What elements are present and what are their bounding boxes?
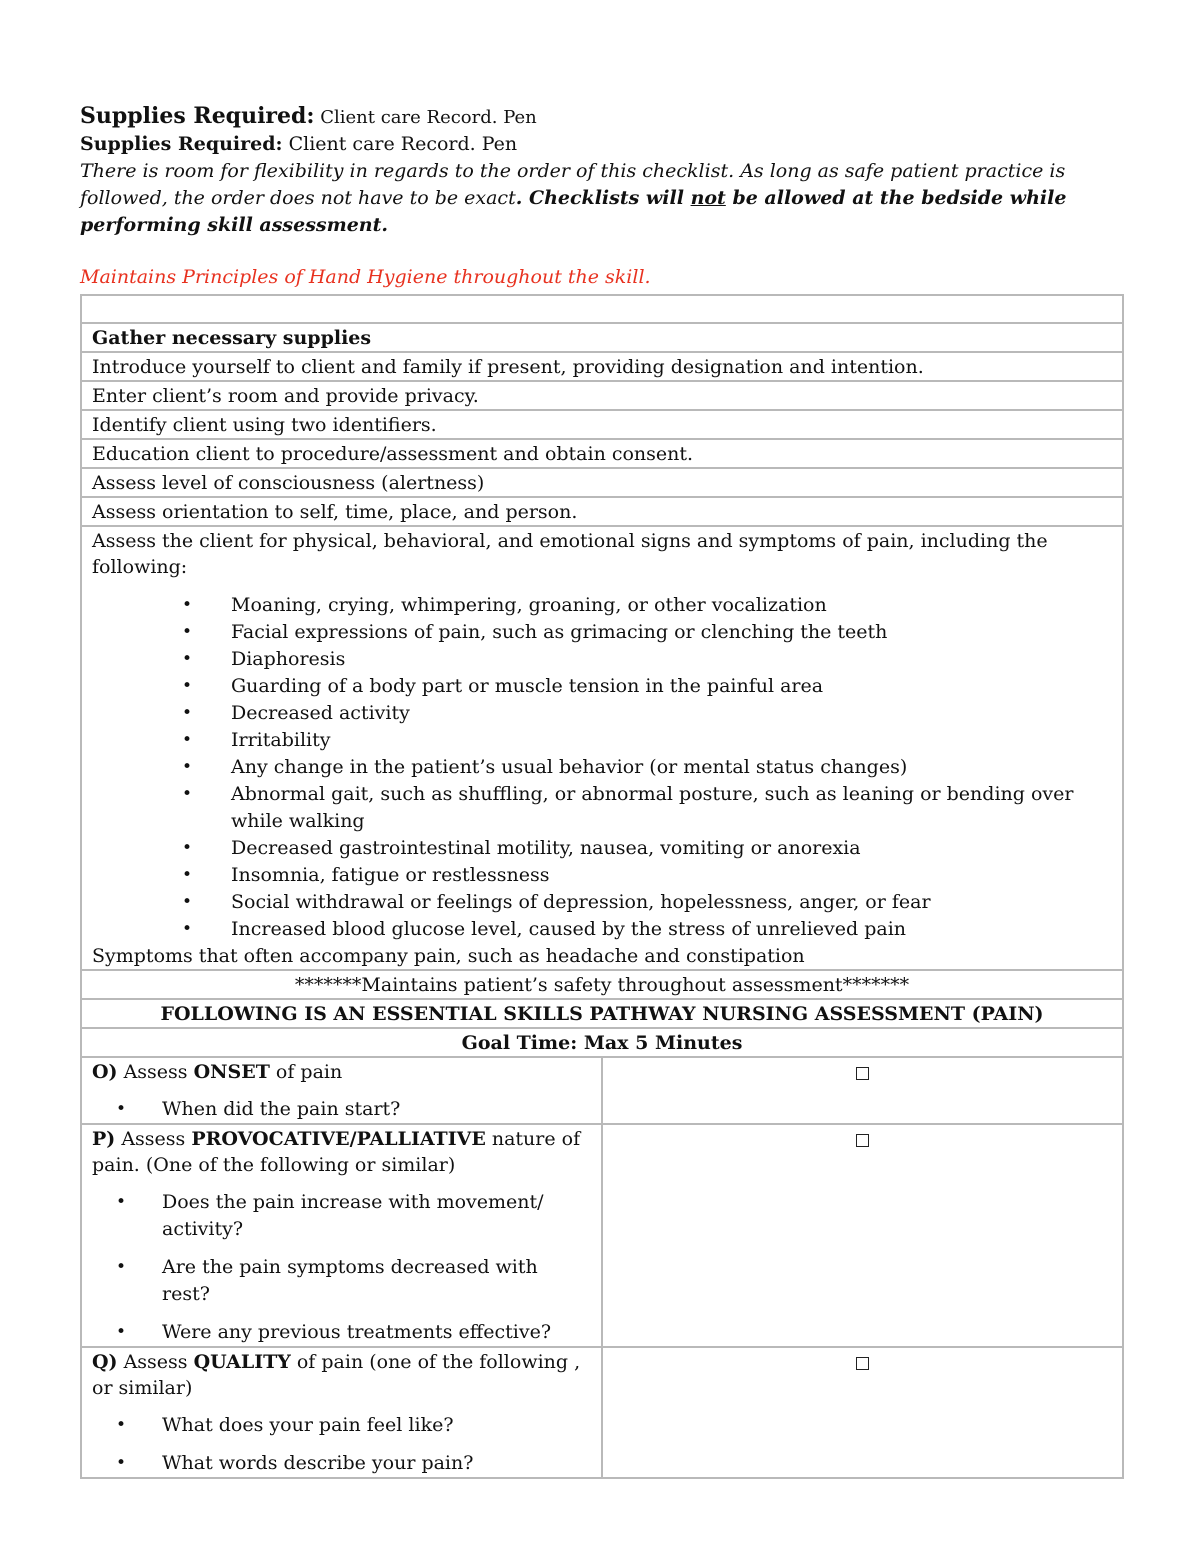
provocative-keyword: PROVOCATIVE/PALLIATIVE [191, 1128, 486, 1150]
provocative-pre: Assess [115, 1128, 192, 1150]
list-item: • Facial expressions of pain, such as grimacing or clenching the teeth [92, 619, 1112, 646]
table-row [81, 970, 1123, 999]
empty-row [81, 295, 1123, 323]
safety-row: *******Maintains patient’s safety throughout assessment******* [81, 970, 1123, 999]
onset-cell [81, 1057, 602, 1124]
provocative-letter: P) [92, 1128, 116, 1150]
table-row [81, 999, 1123, 1028]
list-item: • Insomnia, fatigue or restlessness [92, 862, 1112, 889]
provocative-heading [92, 1126, 591, 1178]
table-row [81, 1347, 1123, 1478]
consciousness-row: Assess level of consciousness (alertness) [81, 468, 1123, 497]
list-item: • Decreased activity [92, 700, 1112, 727]
supplies-label-repeat: Supplies Required: [80, 133, 283, 155]
note-part2: . As long as safe patient practice is followed, the order does not have to be exact [80, 160, 1066, 209]
list-item: • Social withdrawal or feelings of depression, hopelessness, anger, or fear [92, 889, 1112, 916]
table-row [81, 497, 1123, 526]
provocative-list [92, 1189, 591, 1346]
signs-list [92, 592, 1112, 943]
table-row [81, 468, 1123, 497]
list-item: • What words describe your pain? [92, 1450, 591, 1477]
list-item: • Irritability [92, 727, 1112, 754]
gather-supplies-row: Gather necessary supplies [81, 323, 1123, 352]
provocative-post: nature of pain. (One of the following or similar) [92, 1128, 581, 1176]
quality-check-cell [602, 1347, 1123, 1478]
table-row [81, 1057, 1123, 1124]
supplies-value: Client care Record. Pen [314, 107, 537, 128]
signs-symptoms-row [81, 526, 1123, 970]
goal-time: Goal Time: Max 5 Minutes [81, 1028, 1123, 1057]
provocative-check-cell [602, 1124, 1123, 1347]
list-item: • What does your pain feel like? [92, 1412, 591, 1439]
list-item: • Does the pain increase with movement/ activity? [92, 1189, 591, 1243]
onset-keyword: ONSET [193, 1061, 270, 1083]
table-row [81, 1028, 1123, 1057]
supplies-line [80, 103, 1122, 131]
privacy-row: Enter client’s room and provide privacy. [81, 381, 1123, 410]
onset-check-cell [602, 1057, 1123, 1124]
provocative-cell [81, 1124, 602, 1347]
note-part4: be allowed at the bedside while performing skill assessment. [80, 187, 1067, 236]
supplies-label: Supplies Required: [80, 103, 315, 129]
list-item: • Abnormal gait, such as shuffling, or abnormal posture, such as leaning or bending over while walking [92, 781, 1112, 835]
list-item: • When did the pain start? [92, 1096, 591, 1123]
pathway-title: FOLLOWING IS AN ESSENTIAL SKILLS PATHWAY NURSING ASSESSMENT (PAIN) [81, 999, 1123, 1028]
onset-heading [92, 1059, 591, 1085]
assess-intro: Assess the client for physical, behavioral, and emotional signs and symptoms of pain, including the following: [92, 530, 1048, 578]
table-row [81, 1124, 1123, 1347]
introduce-row: Introduce yourself to client and family if present, providing designation and intention. [81, 352, 1123, 381]
list-item: • Diaphoresis [92, 646, 1112, 673]
table-row [81, 323, 1123, 352]
table-row [81, 526, 1123, 970]
list-item: • Increased blood glucose level, caused by the stress of unrelieved pain [92, 916, 1112, 943]
flexibility-note [80, 158, 1120, 239]
orientation-row: Assess orientation to self, time, place, and person. [81, 497, 1123, 526]
note-part1: There is room for flexibility in regards to the order of this checklist [80, 160, 729, 182]
symptoms-line: Symptoms that often accompany pain, such as headache and constipation [92, 945, 805, 967]
table-row [81, 352, 1123, 381]
list-item: • Were any previous treatments effective? [92, 1319, 591, 1346]
supplies-value-repeat: Client care Record. Pen [282, 133, 518, 155]
table-row [81, 410, 1123, 439]
hand-hygiene-note: Maintains Principles of Hand Hygiene throughout the skill. [80, 266, 651, 288]
list-item: • Moaning, crying, whimpering, groaning, or other vocalization [92, 592, 1112, 619]
list-item: • Guarding of a body part or muscle tension in the painful area [92, 673, 1112, 700]
quality-cell [81, 1347, 602, 1478]
quality-letter: Q) [92, 1351, 118, 1373]
onset-letter: O) [92, 1061, 118, 1083]
quality-list [92, 1412, 591, 1477]
quality-heading [92, 1349, 591, 1401]
education-row: Education client to procedure/assessment and obtain consent. [81, 439, 1123, 468]
list-item: • Any change in the patient’s usual behavior (or mental status changes) [92, 754, 1112, 781]
quality-pre: Assess [117, 1351, 194, 1373]
identify-row: Identify client using two identifiers. [81, 410, 1123, 439]
provocative-checkbox[interactable] [856, 1134, 869, 1147]
table-row [81, 295, 1123, 323]
list-item: • Decreased gastrointestinal motility, nausea, vomiting or anorexia [92, 835, 1112, 862]
supplies-line-repeat [80, 131, 1122, 158]
list-item: • Are the pain symptoms decreased with rest? [92, 1254, 591, 1308]
table-row [81, 381, 1123, 410]
onset-checkbox[interactable] [856, 1067, 869, 1080]
table-row [81, 439, 1123, 468]
note-not: not [690, 187, 726, 209]
quality-post: of pain (one of the following , or similar) [92, 1351, 581, 1399]
onset-pre: Assess [117, 1061, 194, 1083]
onset-post: of pain [269, 1061, 343, 1083]
onset-list [92, 1096, 591, 1123]
note-part3: . Checklists will [515, 187, 691, 209]
document-page [80, 103, 1122, 290]
quality-checkbox[interactable] [856, 1357, 869, 1370]
quality-keyword: QUALITY [193, 1351, 291, 1373]
checklist-table [80, 294, 1124, 1479]
